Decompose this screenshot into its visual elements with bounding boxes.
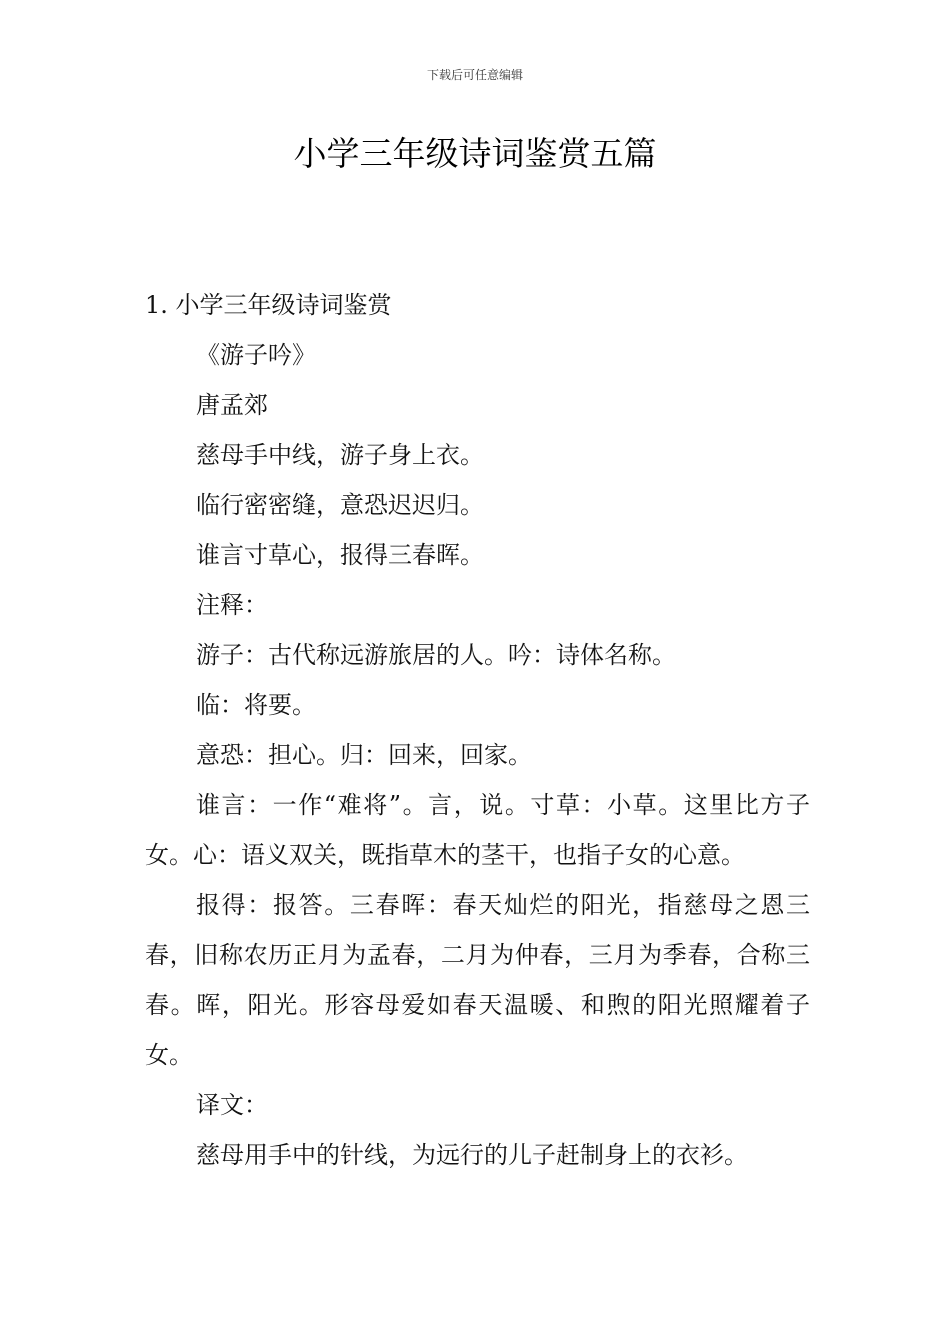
notes-heading: 注释：: [196, 591, 268, 619]
poem-author: 唐孟郊: [196, 391, 268, 419]
note-line: 意恐：担心。归：回来，回家。: [196, 741, 532, 769]
header-note: 下载后可任意编辑: [426, 68, 523, 82]
poem-title: 《游子吟》: [196, 341, 316, 369]
document-title: 小学三年级诗词鉴赏五篇: [293, 134, 657, 173]
note-line: 游子：古代称远游旅居的人。吟：诗体名称。: [196, 641, 676, 669]
note-line: 临：将要。: [196, 691, 316, 719]
translation-heading: 译文：: [196, 1091, 268, 1119]
note-paragraph: 报得：报答。三春晖：春天灿烂的阳光，指慈母之恩三春，旧称农历正月为孟春，二月为仲春，三月为季春，合称三春。晖，阳光。形容母爱如春天温暖、和煦的阳光照耀着子女。: [145, 891, 810, 1069]
poem-line: 临行密密缝，意恐迟迟归。: [196, 491, 484, 519]
translation-line: 慈母用手中的针线，为远行的儿子赶制身上的衣衫。: [196, 1141, 748, 1169]
section-heading: 1. 小学三年级诗词鉴赏: [145, 291, 392, 319]
note-paragraph: 谁言：一作“难将”。言，说。寸草：小草。这里比方子女。心：语义双关，既指草木的茎干，也指子女的心意。: [145, 791, 810, 869]
poem-line: 慈母手中线，游子身上衣。: [196, 441, 484, 469]
document-body: [145, 280, 810, 1180]
poem-line: 谁言寸草心，报得三春晖。: [196, 541, 484, 569]
